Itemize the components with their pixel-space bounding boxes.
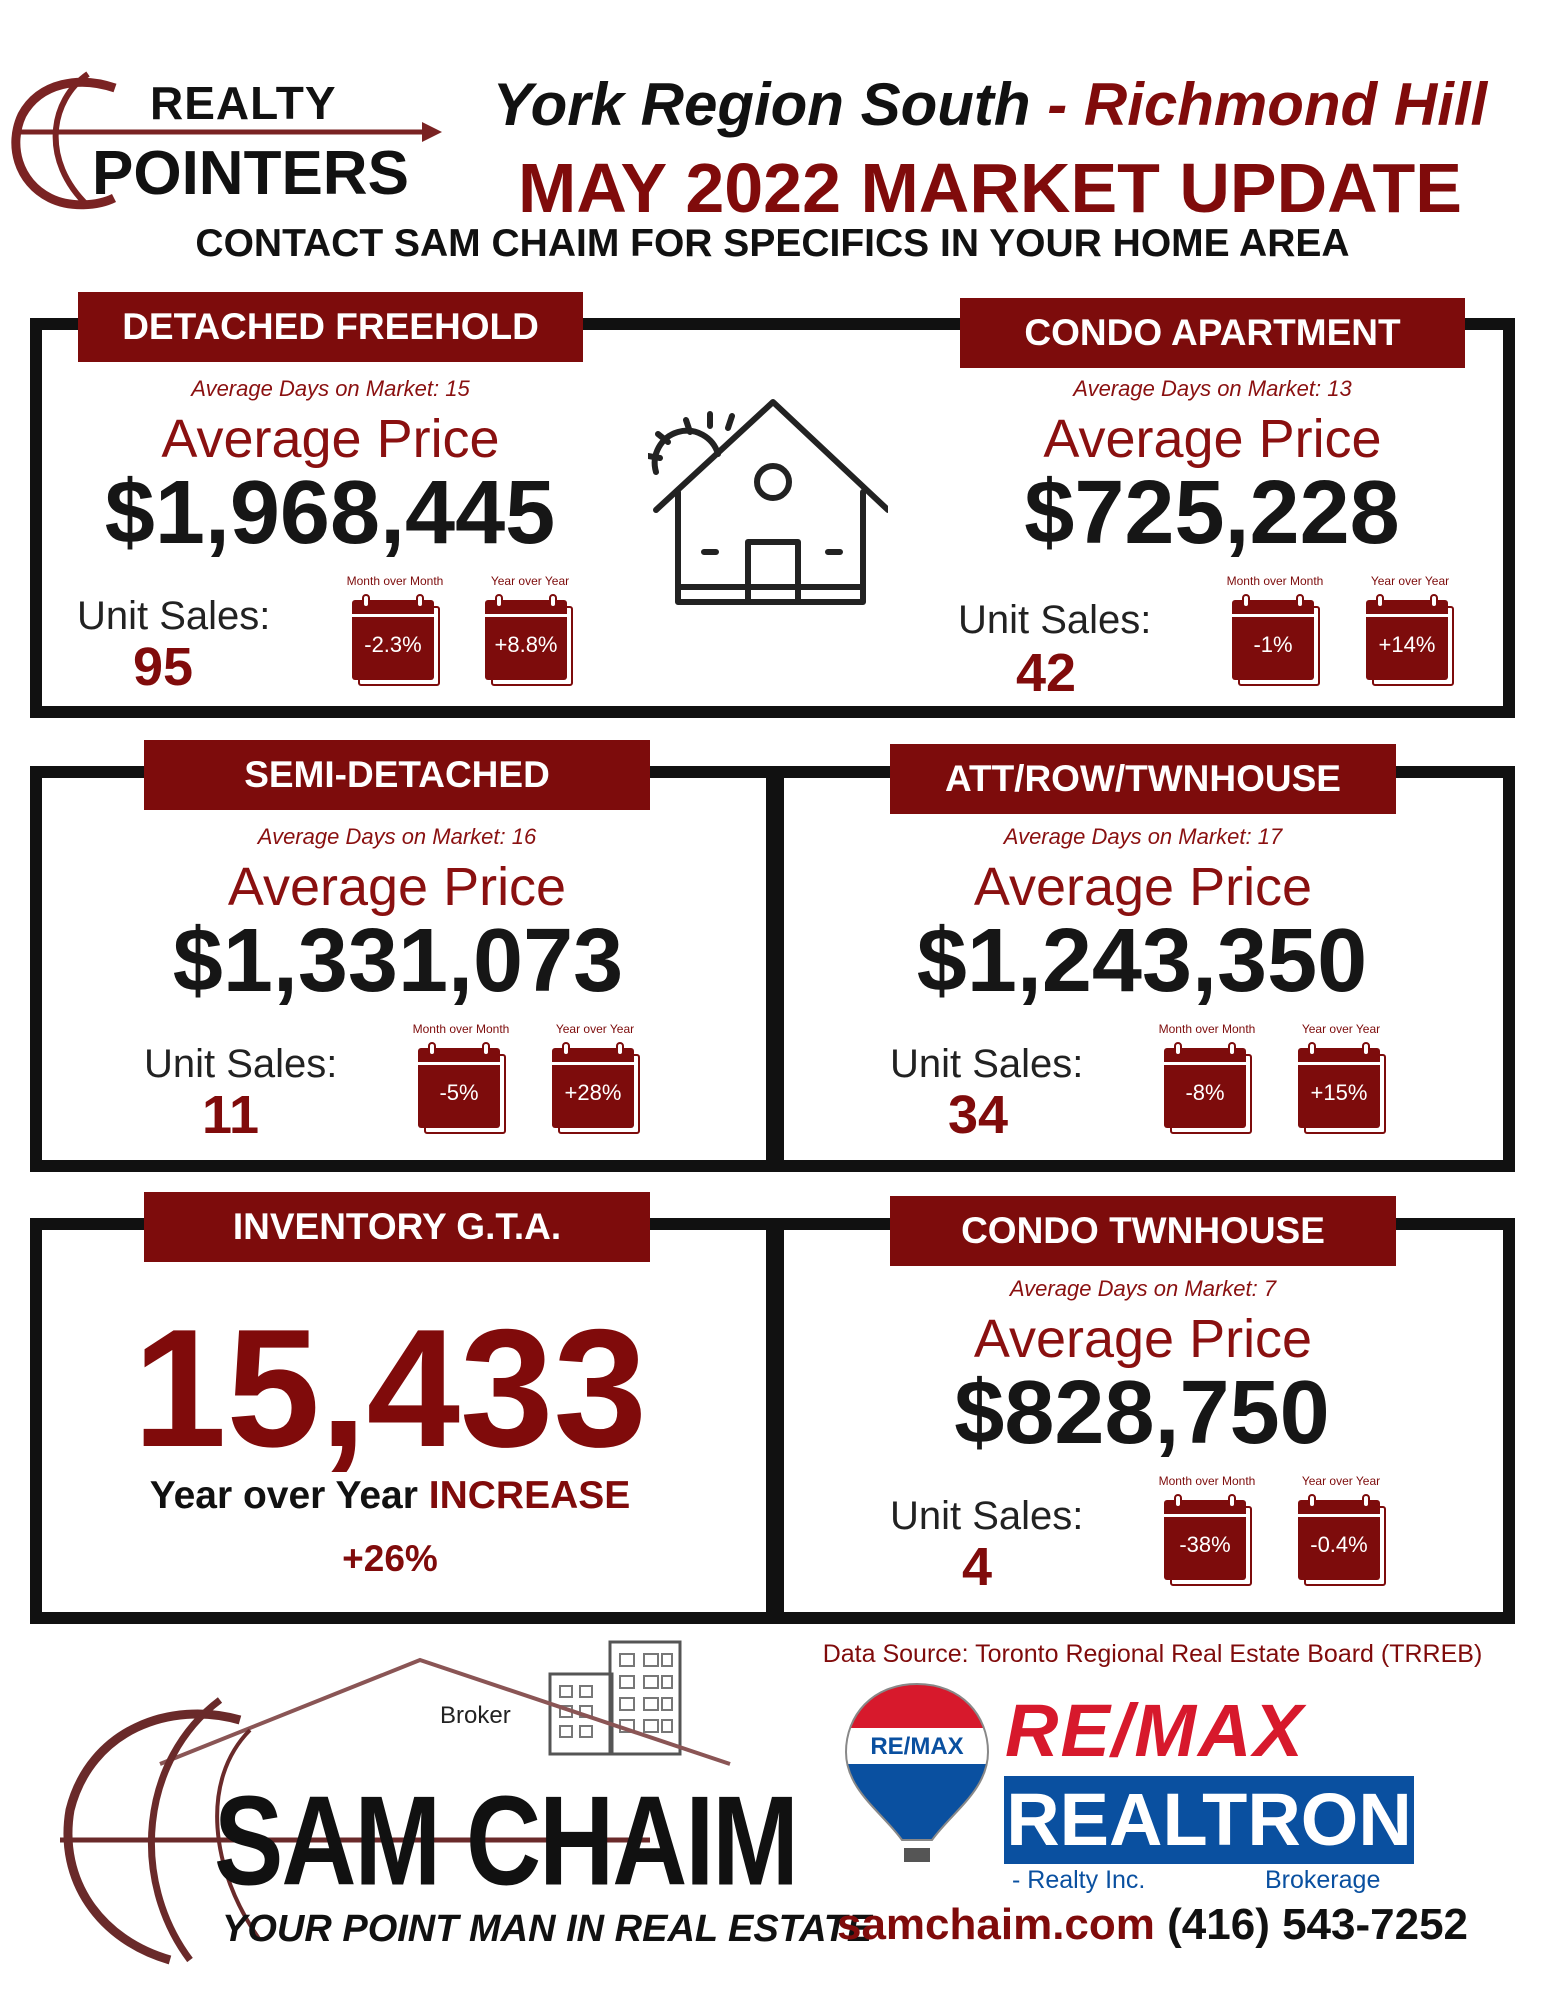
logo-pointers-text: POINTERS bbox=[92, 139, 409, 208]
detached-average-price-label: Average Price bbox=[161, 409, 500, 469]
att-row-yoy-calendar-icon bbox=[1298, 1048, 1386, 1134]
remax-balloon-icon bbox=[842, 1680, 992, 1870]
balloon-remax-text: RE/MAX bbox=[870, 1733, 964, 1760]
condo-apartment-yoy-value: +14% bbox=[1378, 632, 1436, 657]
city-name: - Richmond Hill bbox=[1030, 71, 1488, 138]
inventory-yoy-change: +26% bbox=[342, 1538, 438, 1579]
detached-days-on-market: Average Days on Market: 15 bbox=[191, 376, 470, 401]
region-name: York Region South bbox=[492, 71, 1031, 138]
att-row-average-price: $1,243,350 bbox=[916, 911, 1368, 1011]
semi-detached-yoy-value: +28% bbox=[564, 1080, 622, 1105]
detached-yoy-calendar-icon bbox=[485, 600, 573, 686]
semi-detached-yoy-calendar-icon bbox=[552, 1048, 640, 1134]
condo-apartment-days-on-market: Average Days on Market: 13 bbox=[1073, 376, 1352, 401]
att-row-unit-sales-label: Unit Sales: bbox=[890, 1042, 1084, 1086]
logo-realty-text: REALTY bbox=[150, 77, 337, 129]
condo-townhouse-average-price-label: Average Price bbox=[973, 1309, 1313, 1369]
page-title: MAY 2022 MARKET UPDATE bbox=[518, 149, 1462, 227]
data-source: Data Source: Toronto Regional Real Estate Board (TRREB) bbox=[822, 1640, 1483, 1668]
detached-average-price: $1,968,445 bbox=[104, 463, 556, 563]
detached-mom-value: -2.3% bbox=[364, 632, 422, 657]
semi-detached-yoy-caption: Year over Year bbox=[555, 1022, 635, 1036]
condo-apartment-unit-sales-value: 42 bbox=[1016, 643, 1077, 703]
agent-tagline: YOUR POINT MAN IN REAL ESTATE bbox=[222, 1908, 873, 1950]
phone-number[interactable]: (416) 543-7252 bbox=[1167, 1900, 1469, 1949]
condo-townhouse-title-tag: CONDO TWNHOUSE bbox=[890, 1196, 1396, 1266]
att-row-yoy-value: +15% bbox=[1310, 1080, 1368, 1105]
region-heading bbox=[445, 70, 1535, 139]
condo-apartment-average-price: $725,228 bbox=[1024, 463, 1400, 563]
condo-apartment-mom-value: -1% bbox=[1253, 632, 1293, 657]
detached-mom-caption: Month over Month bbox=[346, 574, 444, 588]
semi-detached-average-price-label: Average Price bbox=[227, 857, 567, 917]
condo-townhouse-yoy-calendar-icon bbox=[1298, 1500, 1386, 1586]
condo-apartment-unit-sales-label: Unit Sales: bbox=[958, 598, 1152, 642]
detached-title-tag: DETACHED FREEHOLD bbox=[78, 292, 583, 362]
contact-line bbox=[770, 1900, 1535, 1950]
condo-apartment-title-tag: CONDO APARTMENT bbox=[960, 298, 1465, 368]
detached-yoy-caption: Year over Year bbox=[490, 574, 570, 588]
inventory-increase-word: INCREASE bbox=[428, 1474, 631, 1517]
semi-detached-days-on-market: Average Days on Market: 16 bbox=[257, 824, 537, 849]
att-row-days-on-market: Average Days on Market: 17 bbox=[1003, 824, 1283, 849]
detached-unit-sales-value: 95 bbox=[133, 637, 194, 697]
condo-apartment-yoy-calendar-icon bbox=[1366, 600, 1454, 686]
semi-detached-mom-caption: Month over Month bbox=[412, 1022, 510, 1036]
condo-townhouse-unit-sales-label: Unit Sales: bbox=[890, 1494, 1084, 1538]
att-row-mom-caption: Month over Month bbox=[1158, 1022, 1256, 1036]
condo-apartment-average-price-label: Average Price bbox=[1043, 409, 1382, 469]
detached-mom-calendar-icon bbox=[352, 600, 440, 686]
condo-townhouse-mom-calendar-icon bbox=[1164, 1500, 1252, 1586]
condo-townhouse-average-price: $828,750 bbox=[954, 1363, 1330, 1463]
detached-yoy-value: +8.8% bbox=[494, 632, 558, 657]
att-row-mom-value: -8% bbox=[1185, 1080, 1225, 1105]
house-icon bbox=[648, 392, 888, 612]
att-row-mom-calendar-icon bbox=[1164, 1048, 1252, 1134]
att-row-title-tag: ATT/ROW/TWNHOUSE bbox=[890, 744, 1396, 814]
semi-detached-mom-calendar-icon bbox=[418, 1048, 506, 1134]
att-row-unit-sales-value: 34 bbox=[948, 1085, 1009, 1145]
broker-label: Broker bbox=[440, 1702, 511, 1729]
semi-detached-mom-value: -5% bbox=[439, 1080, 479, 1105]
condo-apartment-yoy-caption: Year over Year bbox=[1370, 574, 1450, 588]
att-row-yoy-caption: Year over Year bbox=[1301, 1022, 1381, 1036]
att-row-average-price-label: Average Price bbox=[973, 857, 1313, 917]
condo-townhouse-yoy-value: -0.4% bbox=[1310, 1532, 1368, 1557]
semi-detached-unit-sales-value: 11 bbox=[202, 1085, 260, 1145]
realtron-wordmark: REALTRON bbox=[1004, 1776, 1414, 1864]
condo-apartment-mom-caption: Month over Month bbox=[1226, 574, 1324, 588]
condo-townhouse-mom-value: -38% bbox=[1179, 1532, 1231, 1557]
inventory-yoy-prefix: Year over Year bbox=[149, 1474, 429, 1517]
inventory-yoy-line bbox=[60, 1474, 720, 1518]
agent-name: SAM CHAIM bbox=[214, 1771, 797, 1913]
website-link[interactable]: samchaim.com bbox=[836, 1900, 1155, 1949]
semi-detached-title-tag: SEMI-DETACHED bbox=[144, 740, 650, 810]
remax-wordmark: RE/MAX bbox=[1005, 1689, 1305, 1772]
detached-unit-sales-label: Unit Sales: bbox=[77, 594, 271, 638]
condo-townhouse-days-on-market: Average Days on Market: 7 bbox=[1009, 1276, 1277, 1301]
condo-townhouse-yoy-caption: Year over Year bbox=[1301, 1474, 1381, 1488]
inventory-title-tag: INVENTORY G.T.A. bbox=[144, 1192, 650, 1262]
condo-townhouse-mom-caption: Month over Month bbox=[1158, 1474, 1256, 1488]
condo-townhouse-unit-sales-value: 4 bbox=[962, 1537, 993, 1597]
contact-banner: CONTACT SAM CHAIM FOR SPECIFICS IN YOUR HOME AREA bbox=[195, 222, 1350, 265]
semi-detached-average-price: $1,331,073 bbox=[172, 911, 624, 1011]
brokerage-label: Brokerage bbox=[1265, 1866, 1381, 1894]
semi-detached-unit-sales-label: Unit Sales: bbox=[144, 1042, 338, 1086]
inventory-count: 15,433 bbox=[133, 1294, 647, 1482]
condo-apartment-mom-calendar-icon bbox=[1232, 600, 1320, 686]
realty-inc-label: - Realty Inc. bbox=[1012, 1866, 1146, 1894]
